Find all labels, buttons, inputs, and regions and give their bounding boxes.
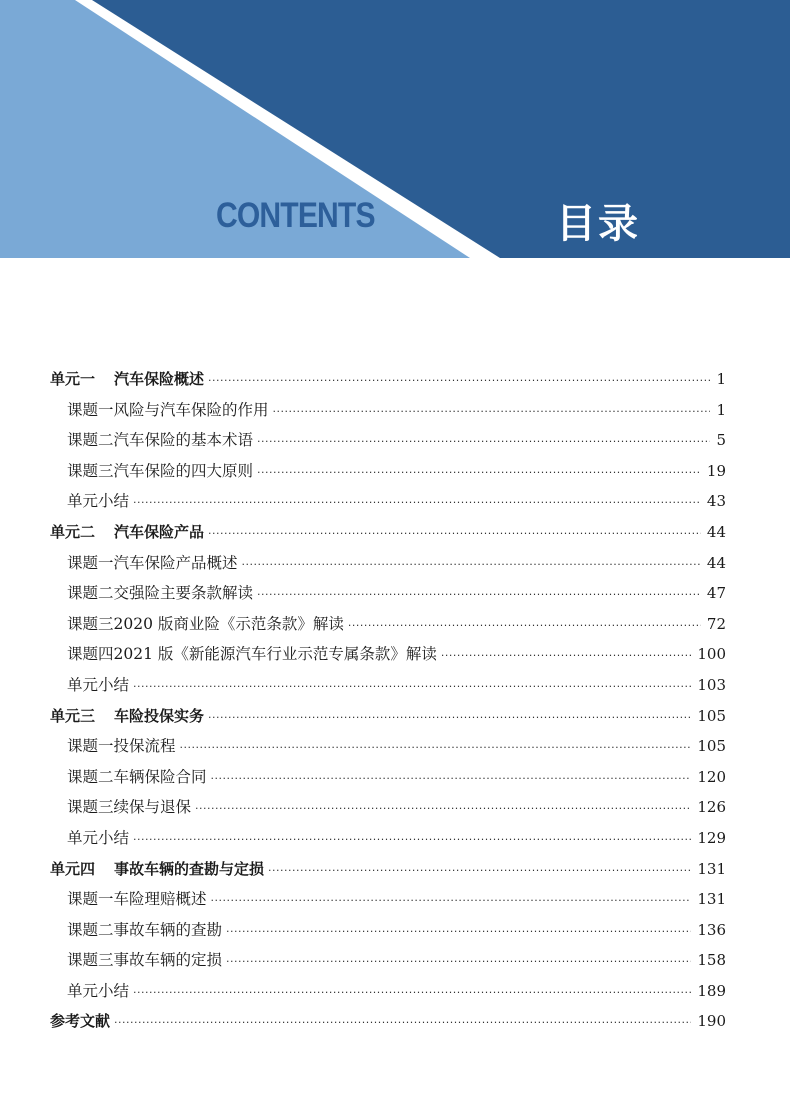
toc-page-number: 131 [697,859,726,878]
toc-unit-row[interactable] [50,854,726,885]
toc-page-number: 105 [697,737,726,756]
toc-entry-title: 参考文献 [50,1012,111,1031]
contents-heading: CONTENTS [216,196,375,235]
banner-graphic [0,0,790,258]
toc-entry-title: 车辆保险合同 [113,767,207,786]
toc-page-number: 190 [697,1012,726,1031]
toc-page-number: 43 [706,492,726,511]
toc-entry-number: 课题三 [67,798,114,817]
toc-entry-number: 课题二 [67,920,114,939]
toc-topic-row[interactable] [50,609,726,640]
toc-page-number: 189 [697,981,726,1000]
toc-topic-row[interactable] [50,762,726,793]
toc-entry-title: 汽车保险产品概述 [113,553,238,572]
toc-topic-row[interactable] [50,945,726,976]
toc-leader-dots [133,488,701,519]
toc-page-number: 44 [706,522,726,541]
toc-entry-number: 课题三 [67,614,114,633]
toc-leader-dots [242,550,701,581]
toc-leader-dots [226,917,691,948]
toc-topic-row[interactable] [50,731,726,762]
toc-entry-title: 汽车保险的四大原则 [113,461,254,480]
toc-entry-number: 课题一 [67,400,114,419]
toc-leader-dots [133,825,691,856]
toc-page-number: 131 [697,890,726,909]
toc-entry-number: 单元四 [50,859,96,878]
table-of-contents [50,364,726,1037]
toc-leader-dots [114,1008,691,1039]
toc-leader-dots [273,397,711,428]
toc-entry-title: 投保流程 [113,737,176,756]
toc-topic-row[interactable] [50,578,726,609]
toc-page-number: 103 [697,675,726,694]
toc-page-number: 47 [706,584,726,603]
toc-leader-dots [211,886,692,917]
toc-page-number: 100 [697,645,726,664]
toc-leader-dots [348,611,701,642]
toc-leader-dots [180,733,692,764]
toc-page-number: 72 [706,614,726,633]
toc-topic-row[interactable] [50,792,726,823]
toc-entry-title: 单元小结 [67,828,130,847]
toc-entry-title: 交强险主要条款解读 [113,584,254,603]
toc-page-number: 126 [697,798,726,817]
toc-topic-row[interactable] [50,486,726,517]
toc-entry-title: 风险与汽车保险的作用 [113,400,269,419]
toc-page-number: 44 [706,553,726,572]
toc-topic-row[interactable] [50,670,726,701]
toc-leader-dots [208,519,701,550]
toc-page-number: 105 [697,706,726,725]
toc-topic-row[interactable] [50,639,726,670]
toc-unit-row[interactable] [50,1006,726,1037]
toc-unit-row[interactable] [50,517,726,548]
mulu-heading: 目录 [556,201,640,247]
toc-leader-dots [195,794,691,825]
toc-topic-row[interactable] [50,395,726,426]
toc-leader-dots [208,703,691,734]
toc-page-number: 158 [697,951,726,970]
toc-leader-dots [211,764,692,795]
toc-leader-dots [208,366,710,397]
toc-entry-number: 课题二 [67,584,114,603]
toc-entry-title: 事故车辆的查勘 [113,920,223,939]
toc-unit-row[interactable] [50,364,726,395]
toc-leader-dots [133,978,691,1009]
toc-topic-row[interactable] [50,425,726,456]
toc-topic-row[interactable] [50,915,726,946]
toc-leader-dots [257,580,701,611]
toc-leader-dots [133,672,691,703]
toc-entry-title: 汽车保险概述 [114,370,205,388]
toc-page-number: 1 [716,400,726,419]
toc-entry-title: 续保与退保 [113,798,192,817]
toc-leader-dots [226,947,691,978]
toc-leader-dots [257,427,710,458]
toc-entry-title: 汽车保险的基本术语 [113,431,254,450]
toc-entry-number: 课题二 [67,767,114,786]
toc-topic-row[interactable] [50,548,726,579]
toc-entry-number: 课题三 [67,951,114,970]
toc-entry-title: 事故车辆的查勘与定损 [114,859,265,878]
toc-topic-row[interactable] [50,456,726,487]
toc-entry-title: 汽车保险产品 [114,522,205,541]
toc-page-number: 1 [716,370,726,388]
toc-topic-row[interactable] [50,976,726,1007]
toc-leader-dots [257,458,701,489]
toc-entry-title: 2021 版《新能源汽车行业示范专属条款》解读 [113,645,437,664]
toc-page-number: 129 [697,828,726,847]
toc-entry-number: 课题三 [67,461,114,480]
toc-entry-number: 课题二 [67,431,114,450]
toc-page-number: 19 [706,461,726,480]
toc-entry-number: 单元三 [50,706,96,725]
toc-entry-number: 单元二 [50,522,96,541]
toc-entry-number: 课题一 [67,553,114,572]
toc-entry-number: 单元一 [50,370,96,388]
toc-entry-number: 课题一 [67,737,114,756]
toc-entry-title: 车险理赔概述 [113,890,207,909]
toc-page-number: 136 [697,920,726,939]
toc-topic-row[interactable] [50,823,726,854]
toc-entry-number: 课题一 [67,890,114,909]
toc-leader-dots [441,641,691,672]
toc-entry-title: 单元小结 [67,675,130,694]
toc-topic-row[interactable] [50,884,726,915]
toc-entry-title: 单元小结 [67,492,130,511]
toc-unit-row[interactable] [50,701,726,732]
toc-entry-title: 2020 版商业险《示范条款》解读 [113,614,344,633]
toc-entry-number: 课题四 [67,645,114,664]
toc-leader-dots [268,856,691,887]
toc-page-number: 5 [716,431,726,450]
toc-entry-title: 单元小结 [67,981,130,1000]
toc-page-number: 120 [697,767,726,786]
toc-entry-title: 车险投保实务 [114,706,205,725]
toc-entry-title: 事故车辆的定损 [113,951,223,970]
header-banner [0,0,790,258]
